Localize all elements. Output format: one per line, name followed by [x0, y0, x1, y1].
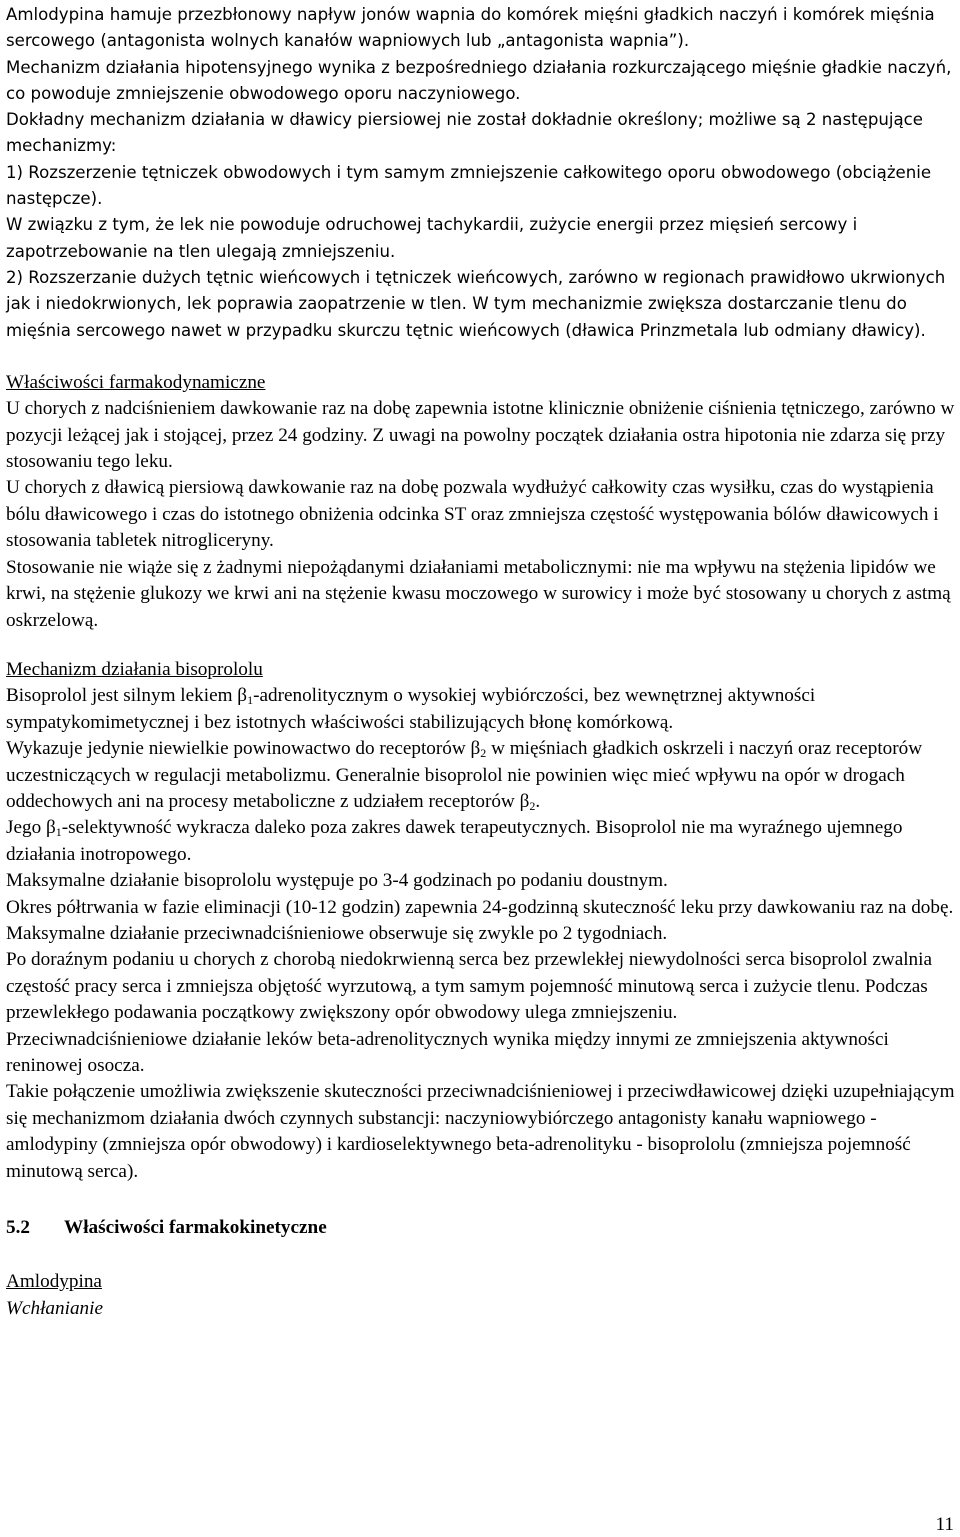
text-run: Jego β [6, 817, 56, 839]
subscript: 1 [55, 825, 62, 840]
text-run: w mięśniach gładkich oskrzeli i naczyń oraz receptorów uczestniczących w regulacji metabolizmu. Generalnie bisoprolol nie powinien więc mieć wpływu na opór w drogach oddechowych ani na procesy metaboliczne z udziałem receptorów β [6, 738, 923, 812]
paragraph: W związku z tym, że lek nie powoduje odruchowej tachykardii, zużycie energii przez mięsień sercowy i zapotrzebowanie na tlen ulegają zmniejszeniu. [6, 215, 858, 261]
subscript: 2 [529, 798, 536, 813]
paragraph: Mechanizm działania hipotensyjnego wynika z bezpośredniego działania rozkurczającego mięśnie gładkie naczyń, co powoduje zmniejszenie obwodowego oporu naczyniowego. [6, 57, 952, 103]
paragraph: Przeciwnadciśnieniowe działanie leków beta-adrenolitycznych wynika między innymi ze zmniejszenia aktywności reninowej osocza. [6, 1028, 889, 1077]
paragraph: Takie połączenie umożliwia zwiększenie skuteczności przeciwnadciśnieniowej i przeciwdławicowej dzięki uzupełniającym się mechanizmom działania dwóch czynnych substancji: naczyniowybiórczego antagonisty kanału wapniowego - amlodypiny (zmniejsza opór obwodowy) i kardioselektywnego beta-adrenolityku - bisoprololu (zmniejsza pojemność minutową serca). [6, 1081, 955, 1182]
paragraph [6, 683, 956, 736]
paragraph: Dokładny mechanizm działania w dławicy piersiowej nie został dokładnie określony; możliwe są 2 następujące mechanizmy: [6, 110, 923, 156]
subscript: 1 [247, 693, 254, 708]
section-number: 5.2 [6, 1217, 30, 1239]
paragraph: Maksymalne działanie przeciwnadciśnieniowe obserwuje się zwykle po 2 tygodniach. [6, 922, 668, 944]
subsection-heading-absorption: Wchłanianie [6, 1297, 103, 1319]
paragraph: Okres półtrwania w fazie eliminacji (10-12 godzin) zapewnia 24-godzinną skuteczność leku przy dawkowaniu raz na dobę. [6, 896, 954, 918]
text-run: -selektywność wykracza daleko poza zakres dawek terapeutycznych. Bisoprolol nie ma wyraźnego ujemnego działania inotropowego. [6, 817, 903, 865]
paragraph: Amlodypina hamuje przezbłonowy napływ jonów wapnia do komórek mięśni gładkich naczyń i komórek mięśnia sercowego (antagonista wolnych kanałów wapniowych lub „antagonista wapnia”). [6, 5, 935, 51]
paragraph: Stosowanie nie wiąże się z żadnymi niepożądanymi działaniami metabolicznymi: nie ma wpływu na stężenia lipidów we krwi, na stężenie glukozy we krwi ani na stężenie kwasu moczowego w surowicy i może być stosowany u chorych z astmą oskrzelową. [6, 556, 951, 631]
text-run: Bisoprolol jest silnym lekiem β [6, 685, 248, 707]
section-title: Właściwości farmakokinetyczne [64, 1217, 327, 1239]
document-page [6, 2, 956, 1322]
section-heading-pharmacokinetics [6, 1215, 956, 1241]
paragraph [6, 815, 956, 868]
section-heading-pharmacodynamics: Właściwości farmakodynamiczne [6, 371, 266, 393]
page-number: 11 [935, 1514, 954, 1535]
paragraph: U chorych z dławicą piersiową dawkowanie raz na dobę pozwala wydłużyć całkowity czas wysiłku, czas do wystąpienia bólu dławicowego i czas do istotnego obniżenia odcinka ST oraz zmniejsza częstość występowania bólów dławicowych i stosowania tabletek nitrogliceryny. [6, 477, 939, 552]
paragraph: Maksymalne działanie bisoprololu występuje po 3-4 godzinach po podaniu doustnym. [6, 870, 668, 892]
paragraph: U chorych z nadciśnieniem dawkowanie raz na dobę zapewnia istotne klinicznie obniżenie ciśnienia tętniczego, zarówno w pozycji leżącej jak i stojącej, przez 24 godziny. Z uwagi na powolny początek działania ostra hipotonia nie zdarza się przy stosowaniu tego leku. [6, 398, 955, 473]
section-heading-bisoprolol: Mechanizm działania bisoprololu [6, 658, 263, 680]
text-run: Wykazuje jedynie niewielkie powinowactwo do receptorów β [6, 738, 481, 760]
paragraph: 2) Rozszerzanie dużych tętnic wieńcowych i tętniczek wieńcowych, zarówno w regionach prawidłowo ukrwionych jak i niedokrwionych, lek poprawia zaopatrzenie w tlen. W tym mechanizmie zwiększa dostarczanie tlenu do mięśnia sercowego nawet w przypadku skurczu tętnic wieńcowych (dławica Prinzmetala lub odmiany dławicy). [6, 267, 946, 340]
subsection-heading-amlodipine: Amlodypina [6, 1271, 102, 1293]
paragraph: Po doraźnym podaniu u chorych z chorobą niedokrwienną serca bez przewlekłej niewydolności serca bisoprolol zwalnia częstość pracy serca i zmniejsza objętość wyrzutową, a tym samym pojemność minutową serca i zużycie tlenu. Podczas przewlekłego podawania początkowy zwiększony opór obwodowy ulega zmniejszeniu. [6, 949, 933, 1024]
subscript: 2 [480, 746, 487, 761]
paragraph: 1) Rozszerzenie tętniczek obwodowych i tym samym zmniejszenie całkowitego oporu obwodowego (obciążenie następcze). [6, 162, 932, 209]
text-run: . [535, 790, 541, 812]
paragraph [6, 736, 956, 815]
text-run: -adrenolitycznym o wysokiej wybiórczości, bez wewnętrznej aktywności sympatykomimetycznej i bez istotnych właściwości stabilizujących błonę komórkową. [6, 685, 816, 733]
